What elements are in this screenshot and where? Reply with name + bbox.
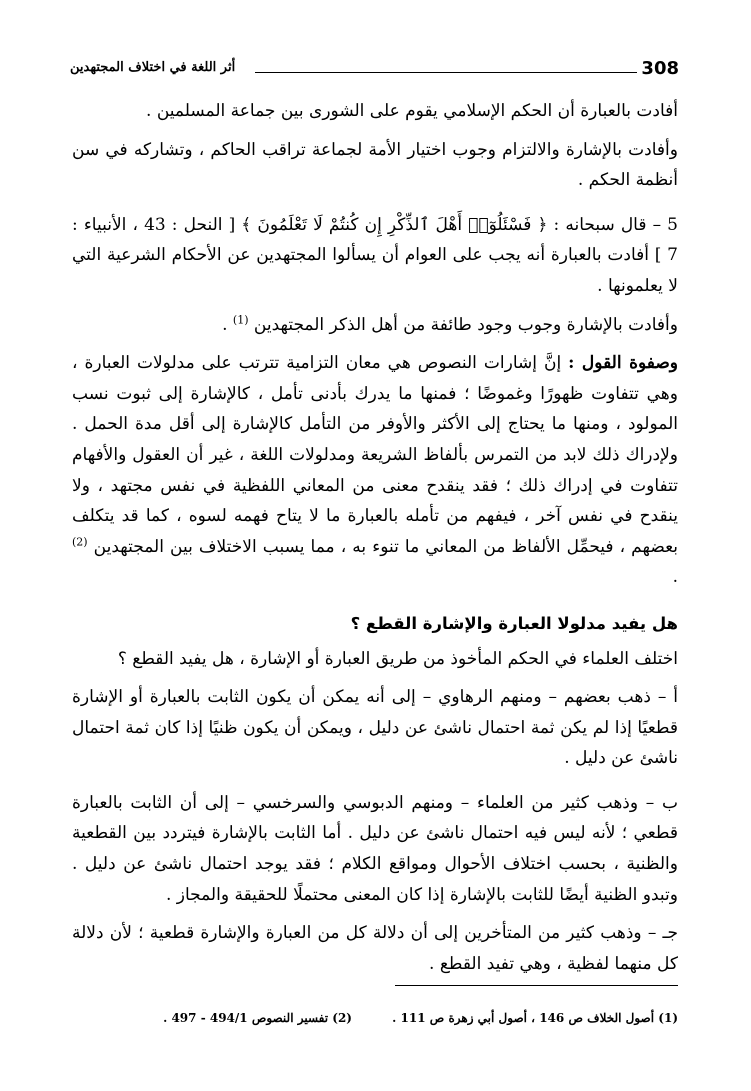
paragraph-5 [72,348,678,593]
paragraph-3: 5 – قال سبحانه : ﴿ فَسْئَلُوٓا۟ أَهْلَ ٱلذِّكْرِ إِن كُنتُمْ لَا تَعْلَمُونَ ﴾ [ النحل : 43 ، الأنبياء : 7 ] أفادت بالعبارة أنه يجب على العوام أن يسألوا المجتهدين عن الأحكام الشرعية التي لا يعلمونها . [72,214,678,296]
paragraph-6: اختلف العلماء في الحكم المأخوذ من طريق العبارة أو الإشارة ، هل يفيد القطع ؟ [117,648,678,669]
paragraph-2: وأفادت بالإشارة والالتزام وجوب اختيار الأمة لجماعة تراقب الحاكم ، وتشاركه في سن أنظمة الحكم . [72,139,678,191]
paragraph-4 [72,310,678,341]
section-heading: هل يفيد مدلولا العبارة والإشارة القطع ؟ [350,613,678,633]
footnote-2: (2) تفسير النصوص 494/1 - 497 . [163,1011,352,1025]
summary-lead: وصفوة القول : [568,353,679,374]
paragraph-1: أفادت بالعبارة أن الحكم الإسلامي يقوم على الشورى بين جماعة المسلمين . [146,101,678,121]
footnotes [72,1011,678,1025]
paragraph-7: أ – ذهب بعضهم – ومنهم الرهاوي – إلى أنه يمكن أن يكون الثابت بالعبارة أو الإشارة قطعيًا إذا لم يكن ثمة احتمال ناشئ عن دليل ، ويمكن أن يكون ظنيًا إذا كان ثمة احتمال ناشئ عن دليل . [72,687,678,769]
page-body [72,96,678,979]
paragraph-4-end: . [222,314,233,335]
paragraph-8: ب – وذهب كثير من العلماء – ومنهم الدبوسي والسرخسي – إلى أن الثابت بالعبارة قطعي ؛ لأنه ليس فيه احتمال ناشئ عن دليل . أما الثابت بالإشارة فيتردد بين القطعية والظنية ، بحسب اختلاف الأحوال ومواقع الكلام ؛ فقد يوجد احتمال ناشئ عن دليل . وتبدو الظنية أيضًا للثابت بالإشارة إذا كان المعنى محتملًا للحقيقة والمجاز . [72,792,678,905]
running-title: أثر اللغة في اختلاف المجتهدين [70,60,236,75]
footnote-ref-2: (2) [72,535,88,549]
paragraph-5-text: إنَّ إشارات النصوص هي معان التزامية تترتب على مدلولات العبارة ، وهي تتفاوت ظهورًا وغموضًا ؛ فمنها ما يدرك بأدنى تأمل ، كالإشارة إلى ثبوت نسب المولود ، ومنها ما يحتاج إلى الأكثر والأوفر من التأمل كالإشارة إلى أقل مدة الحمل . ولإدراك ذلك لابد من التمرس بألفاظ الشريعة ومدلولات اللغة ، غير أن العقول والأفهام تتفاوت في إدراك ذلك ؛ فقد ينقدح معنى من المعاني اللفظية في نفس مجتهد ، ولا ينقدح في نفس آخر ، فيفهم من تأمله بالعبارة ما لا يتاح فهمه لسوه ، كما قد يتكلف بعضهم ، فيحمِّل الألفاظ من المعاني ما تنوء به ، مما يسبب الاختلاف بين المجتهدين [72,353,678,557]
header-rule [255,72,637,73]
paragraph-4-text: وأفادت بالإشارة وجوب وجود طائفة من أهل الذكر المجتهدين [253,314,678,335]
footnote-ref-1: (1) [232,312,249,326]
page-number: 308 [641,58,679,79]
footnote-1: (1) أصول الخلاف ص 146 ، أصول أبي زهرة ص 111 . [392,1011,678,1025]
footnote-separator [395,985,678,986]
paragraph-9: جـ – وذهب كثير من المتأخرين إلى أن دلالة كل من العبارة والإشارة قطعية ؛ لأن دلالة كل منهما لفظية ، وهي تفيد القطع . [72,923,678,974]
page-header [70,58,679,82]
paragraph-5-end: . [672,567,678,588]
